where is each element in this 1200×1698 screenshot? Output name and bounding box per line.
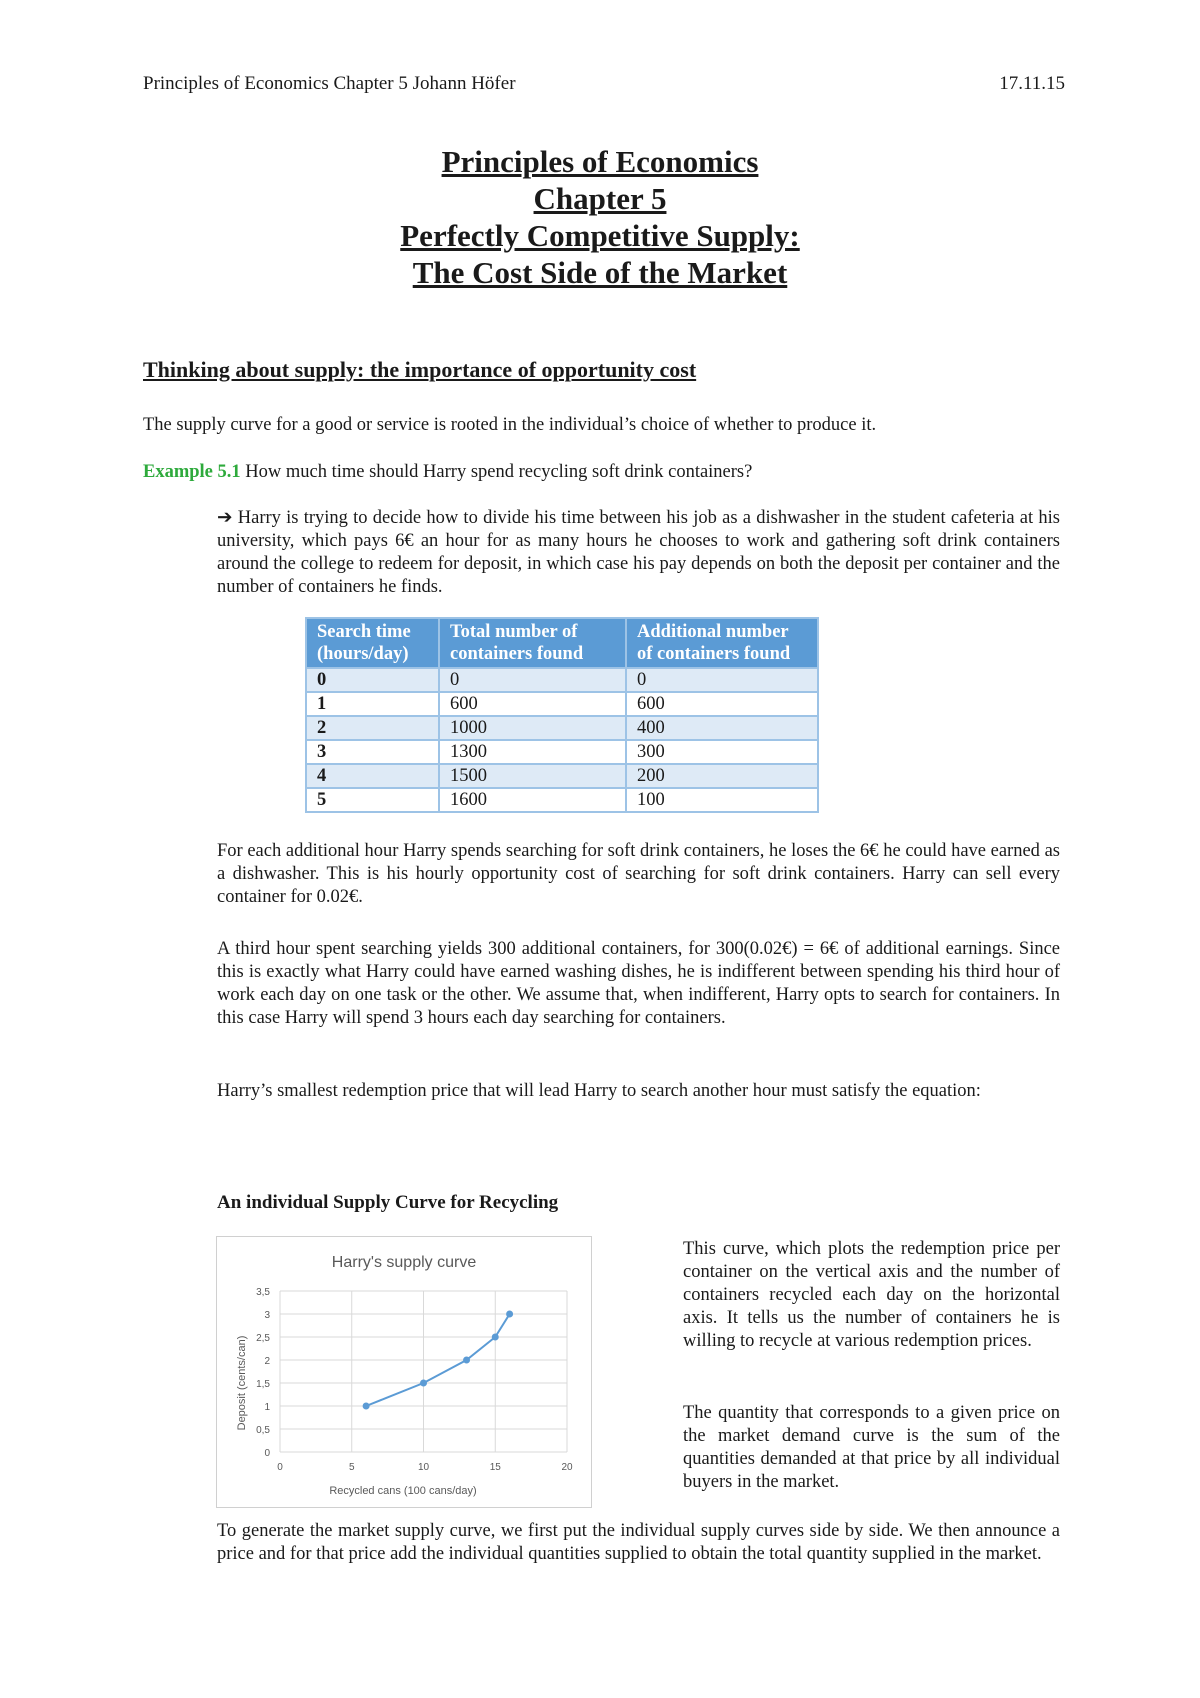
table-cell: 1: [306, 692, 439, 716]
y-axis-label: Deposit (cents/can): [236, 1335, 248, 1431]
table-cell: 600: [439, 692, 626, 716]
title-line-4: The Cost Side of the Market: [412, 255, 788, 290]
table-cell: 0: [306, 668, 439, 692]
table-row: [306, 764, 818, 788]
x-tick-label: 20: [561, 1462, 573, 1473]
table-row: [306, 788, 818, 812]
table-cell: 2: [306, 716, 439, 740]
title-line-3: Perfectly Competitive Supply:: [400, 218, 800, 253]
x-tick-label: 5: [348, 1462, 355, 1473]
side-paragraph-2: The quantity that corresponds to a given price on the market demand curve is the sum of the quantities demanded at that price by all individual buyers in the market.: [683, 1403, 1060, 1492]
search-time-table: [305, 617, 819, 813]
data-point: [506, 1311, 513, 1318]
intro-paragraph: The supply curve for a good or service is rooted in the individual’s choice of whether to produce it.: [143, 415, 877, 435]
table-cell: 0: [626, 668, 818, 692]
example-line: [143, 461, 1063, 484]
redemption-price-paragraph: Harry’s smallest redemption price that will lead Harry to search another hour must satisfy the equation:: [217, 1081, 981, 1101]
title-line-1: Principles of Economics: [441, 144, 759, 179]
y-tick-label: 3,5: [256, 1287, 270, 1298]
section-heading: Thinking about supply: the importance of opportunity cost: [143, 357, 697, 382]
table-row: [306, 716, 818, 740]
final-paragraph: To generate the market supply curve, we first put the individual supply curves side by side. We then announce a price and for that price add the individual quantities supplied to obtain the total quantity supplied in the market.: [217, 1521, 1060, 1564]
third-hour-paragraph: A third hour spent searching yields 300 additional containers, for 300(0.02€) = 6€ of additional earnings. Since this is exactly what Harry could have earned washing dishes, he is indifferent between spending his third hour of work each day on one task or the other. We assume that, when indifferent, Harry opts to search for containers. In this case Harry will spend 3 hours each day searching for containers.: [217, 939, 1060, 1028]
table-row: [306, 668, 818, 692]
chart-svg: [217, 1237, 591, 1507]
column-header: Search time (hours/day): [306, 618, 439, 668]
table-cell: 1600: [439, 788, 626, 812]
table-cell: 300: [626, 740, 818, 764]
title-line-2: Chapter 5: [533, 181, 667, 216]
data-point: [463, 1357, 470, 1364]
supply-curve-chart: [216, 1236, 592, 1508]
column-header: Total number of containers found: [439, 618, 626, 668]
data-point: [420, 1380, 427, 1387]
y-tick-label: 0,5: [256, 1425, 270, 1436]
table-row: [306, 692, 818, 716]
side-paragraph-1: This curve, which plots the redemption price per container on the vertical axis and the number of containers recycled each day on the horizontal axis. It tells us the number of containers he is willing to recycle at various redemption prices.: [683, 1239, 1060, 1351]
column-header: Additional number of containers found: [626, 618, 818, 668]
header-date: 17.11.15: [999, 73, 1065, 94]
table-cell: 1500: [439, 764, 626, 788]
header-left: Principles of Economics Chapter 5 Johann Höfer: [143, 73, 516, 94]
table-cell: 5: [306, 788, 439, 812]
table-row: [306, 740, 818, 764]
x-tick-label: 0: [277, 1462, 283, 1473]
x-axis-label: Recycled cans (100 cans/day): [329, 1485, 477, 1497]
table-cell: 600: [626, 692, 818, 716]
document-title: [0, 143, 1200, 291]
example-label: Example 5.1: [143, 462, 241, 482]
table-cell: 200: [626, 764, 818, 788]
table-cell: 400: [626, 716, 818, 740]
table-cell: 1300: [439, 740, 626, 764]
y-tick-label: 2,5: [256, 1333, 270, 1344]
y-tick-label: 1: [264, 1402, 270, 1413]
chart-title: Harry's supply curve: [331, 1254, 477, 1271]
chart-heading: An individual Supply Curve for Recycling: [217, 1192, 559, 1213]
table-cell: 1000: [439, 716, 626, 740]
data-point: [363, 1403, 370, 1410]
x-tick-label: 10: [417, 1462, 430, 1473]
harry-paragraph: ➔ Harry is trying to decide how to divide his time between his job as a dishwasher in the student cafeteria at his university, which pays 6€ an hour for as many hours he chooses to work and gathering soft drink containers around the college to redeem for deposit, in which case his pay depends on both the deposit per container and the number of containers he finds.: [217, 508, 1060, 597]
y-tick-label: 0: [264, 1448, 270, 1459]
y-tick-label: 2: [264, 1356, 270, 1367]
table-cell: 0: [439, 668, 626, 692]
table-header-row: [306, 618, 818, 668]
table-cell: 4: [306, 764, 439, 788]
data-point: [492, 1334, 499, 1341]
table-cell: 3: [306, 740, 439, 764]
example-question: How much time should Harry spend recycling soft drink containers?: [245, 462, 753, 482]
table-cell: 100: [626, 788, 818, 812]
y-tick-label: 1,5: [256, 1379, 270, 1390]
y-tick-label: 3: [264, 1310, 270, 1321]
opportunity-cost-paragraph: For each additional hour Harry spends searching for soft drink containers, he loses the 6€ he could have earned as a dishwasher. This is his hourly opportunity cost of searching for soft drink containers. Harry can sell every container for 0.02€.: [217, 841, 1060, 907]
x-tick-label: 15: [489, 1462, 501, 1473]
